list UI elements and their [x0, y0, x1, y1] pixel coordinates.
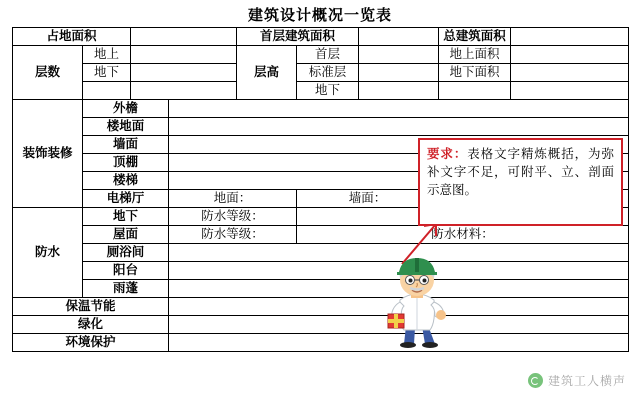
- table-row: [13, 316, 629, 334]
- cell-total-area-label: 总建筑面积: [439, 28, 511, 46]
- table-row: [13, 262, 629, 280]
- watermark-text: 建筑工人横声: [547, 374, 626, 388]
- cell-below-ground-label: 地下: [83, 64, 131, 82]
- cell-first-floor-area-value[interactable]: [359, 28, 439, 46]
- table-row: [13, 46, 629, 64]
- cell-above-ground-label: 地上: [83, 46, 131, 64]
- cell-total-area-value[interactable]: [511, 28, 629, 46]
- cell-other-label: 绿化: [13, 316, 169, 334]
- cell-waterproof-grade[interactable]: 防水等级：: [169, 226, 297, 244]
- cell-waterproof-item: 厕浴间: [83, 244, 169, 262]
- cell-decoration-item: 楼梯: [83, 172, 169, 190]
- cell-first-floor-area-label: 首层建筑面积: [237, 28, 359, 46]
- table-row: [13, 100, 629, 118]
- cell-decoration-value[interactable]: [169, 118, 629, 136]
- cell-area-extra-label[interactable]: [439, 82, 511, 100]
- mascot-illustration-icon: [372, 252, 458, 348]
- table-row: [13, 334, 629, 352]
- cell-occupied-area-value[interactable]: [131, 28, 237, 46]
- requirement-callout: [418, 138, 623, 226]
- table-row: [13, 64, 629, 82]
- page-title: 建筑设计概况一览表: [247, 7, 392, 24]
- cell-height-first-label: 首层: [297, 46, 359, 64]
- table-row: [13, 298, 629, 316]
- callout-text: 表格文字精炼概括，为弥补文字不足，可附平、立、剖面示意图。: [427, 147, 614, 198]
- cell-decoration-item: 外檐: [83, 100, 169, 118]
- table-row: [13, 118, 629, 136]
- cell-floors-blank-value[interactable]: [131, 82, 237, 100]
- cell-waterproof-label: 防水: [13, 208, 83, 298]
- cell-floors-label: 层数: [13, 46, 83, 100]
- watermark-logo-icon: [528, 373, 543, 388]
- cell-decoration-label: 装饰装修: [13, 100, 83, 208]
- cell-waterproof-item: 屋面: [83, 226, 169, 244]
- cell-floors-blank-label[interactable]: [83, 82, 131, 100]
- cell-height-first-value[interactable]: [359, 46, 439, 64]
- cell-height-standard-value[interactable]: [359, 64, 439, 82]
- cell-area-above-value[interactable]: [511, 46, 629, 64]
- cell-height-underground-value[interactable]: [359, 82, 439, 100]
- cell-decoration-item: 顶棚: [83, 154, 169, 172]
- cell-area-below-label: 地下面积: [439, 64, 511, 82]
- table-row: [13, 82, 629, 100]
- cell-decoration-value[interactable]: [169, 100, 629, 118]
- cell-height-underground-label: 地下: [297, 82, 359, 100]
- callout-keyword: 要求：: [427, 147, 468, 161]
- table-row: [13, 28, 629, 46]
- cell-area-below-value[interactable]: [511, 64, 629, 82]
- cell-area-above-label: 地上面积: [439, 46, 511, 64]
- cell-area-extra-value[interactable]: [511, 82, 629, 100]
- table-row: [13, 280, 629, 298]
- cell-waterproof-item: 雨蓬: [83, 280, 169, 298]
- cell-height-standard-label: 标准层: [297, 64, 359, 82]
- cell-elevator-wall[interactable]: 墙面：: [297, 190, 439, 208]
- table-row: [13, 244, 629, 262]
- cell-waterproof-material[interactable]: 防水材料：: [297, 226, 629, 244]
- cell-floor-height-label: 层高: [237, 46, 297, 100]
- cell-below-ground-value[interactable]: [131, 64, 237, 82]
- cell-other-label: 环境保护: [13, 334, 169, 352]
- watermark-badge: [528, 372, 626, 389]
- cell-decoration-item: 楼地面: [83, 118, 169, 136]
- cell-decoration-item: 电梯厅: [83, 190, 169, 208]
- cell-waterproof-grade[interactable]: 防水等级：: [169, 208, 297, 226]
- table-row: [13, 226, 629, 244]
- cell-waterproof-item: 地下: [83, 208, 169, 226]
- cell-decoration-item: 墙面: [83, 136, 169, 154]
- cell-above-ground-value[interactable]: [131, 46, 237, 64]
- cell-other-label: 保温节能: [13, 298, 169, 316]
- cell-waterproof-item: 阳台: [83, 262, 169, 280]
- cell-elevator-ground[interactable]: 地面：: [169, 190, 297, 208]
- cell-occupied-area-label: 占地面积: [13, 28, 131, 46]
